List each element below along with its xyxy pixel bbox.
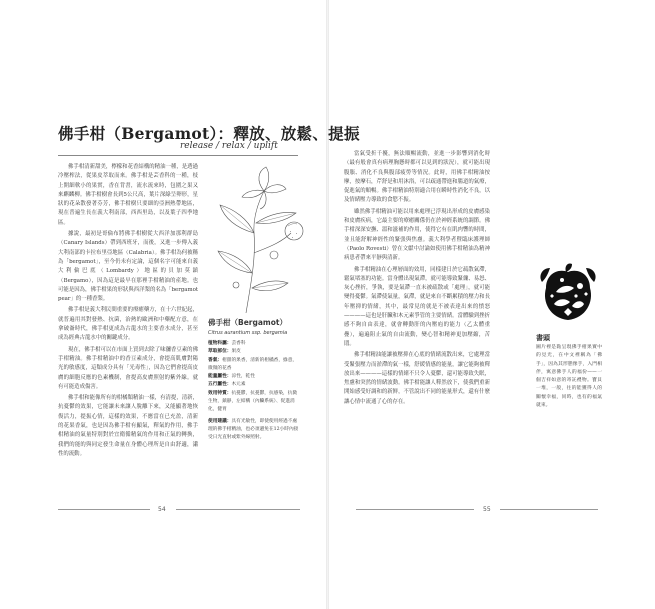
info-label: 植物科屬：: [208, 341, 232, 346]
paragraph: 佛手柑清新甜美，檸檬和花香結構的精油一種，是透過冷壓榨法，從果皮萃取而來。佛手柑是芸香科的一種，枝上開細軟小的果實，香在背書，流水流來時，包圍之果又來麒麟柳。佛手柑樹會長到5公尺高，葉片深綠呈卵形，星狀的花朵散發著芬芳，佛手柑樹只要細的亞洲熱帶地區，現在普遍生長在義大利南部，西西里島，以及葉子四季地區。: [58, 164, 198, 226]
page-number-left: 54: [158, 506, 166, 513]
info-value: 柑甜的果香，清新的柑橘香，綠意，微微的花香: [208, 357, 298, 371]
info-value: 抗憂鬱，抗憂鬱，抗感染，抗微生物，鎮靜，左結構（內臟系統）、促進消化，健胃: [208, 390, 298, 413]
chapter-title: 佛手柑（Bergamot）：釋放、放鬆、提振: [58, 124, 360, 143]
info-value: 芸香科: [231, 341, 246, 346]
info-label: 五行屬性：: [208, 382, 232, 388]
info-row: [208, 357, 300, 374]
info-value: 果皮: [231, 349, 241, 355]
title-rule: [58, 155, 298, 156]
info-label: 使用建議：: [208, 418, 232, 424]
footer-rule-right: [500, 509, 598, 510]
paragraph: 據說，最初是哥倫布將佛手柑樹從大西洋加那利群島（Canary Islands）帶到西班牙，而後，又進一步傳入義大利南部的卡拉布里亞地區（Calabria）。佛手柑為何被稱為「bergamot」，至今仍未有定論，這個名字可能來自義大利倫巴底（Lombardy）地區的貝加莫鎮（Bergamo），因為這是最早在那裡手柑精油的產地。也可能是因為，佛手柑果的形狀與西洋梨的名為「bergamot pear」的一種香梨。: [58, 231, 198, 303]
paragraph: 佛手柑精油能讓被壓抑在心底的情緒流散出來，它處理當受緊張壓力而淤滯的氣一樣，舒緩情感的能量，讓它能夠被釋放出來————這樣的情緒不只令人憂鬱，還可能導致失眠，焦慮和突然的情緒波動。佛手柑能讓人釋然放下，使我們重新開始感受好調和的新鮮，不管說出不同的能量形式，還有什麼讓心情中流通了心的存在。: [344, 352, 490, 405]
footer-rule-right: [356, 509, 474, 510]
info-label: 效用特質：: [208, 390, 232, 396]
plant-latin-name: Citrus aurantium ssp. bergamia: [208, 330, 288, 336]
info-value: 涼性，乾性: [231, 374, 255, 380]
paragraph: 雖然佛手柑精油可能以用來處理已浮現出形成的皮膚感染和皮膚疾病，它最主要的療癒關係仍在於神經系統的調節。佛手柑深深安撫、溫和滋補的作用，使得它有在肌肉響的時間，並且能舒解神經性的緊張與焦慮。義大利學者暨臨床護理師（Paolo Rovesti）曾在文獻中討論如使用佛手柑精油為精神病患者帶來平靜與清新。: [344, 208, 490, 262]
info-row: [208, 381, 300, 389]
info-row: [208, 348, 300, 356]
page-number-right: 55: [483, 506, 491, 513]
info-label: 能量屬性：: [208, 374, 232, 380]
paragraph: 佛手柑精油在心理層面的效用，同樣建日於它疏散氣滯，鬆氣堵塞的功能。當身體出現氣滯，就可能導致緊繃、易怒、灰心挫折，爭執，要是氣滯一直未被疏散或「處理」，就可能變得憂鬱。氣滯使氣量，氣滯，就是來自不斷累積的壓力和長年壓抑的情緒，其中，最常見的就是不被表達出來的憤怒————這也是肝臟和木元素爭管的主要情緒。當體驗到挫折感不夠自由表達，就會轉動肝的內壓庖的能力（乙太體重疊），遍遍阻止氣的自由流動，變心智和精神更加壓縮，苦悶。: [344, 266, 490, 347]
info-row: [208, 418, 300, 443]
paragraph: 現在，佛手柑可以在市面上買到去除了味瀰香豆素的佛手柑精油。佛手柑精油中的香豆素成分，會提高肌膚對陽光的敏感度，這類成分具有「光毒性」，因為它們會提高皮膚的細胞反應的色素機制，會提高皮膚照射的紫外線。就有可能造成傷害。: [58, 346, 198, 390]
info-row: [208, 340, 300, 348]
book-gutter: [326, 0, 329, 609]
info-value: 具有光敏性，即使使用經過不處理的佛手柑精油，也必須避免在12小時內接受日光直射或紫外線照射。: [208, 418, 299, 441]
paragraph: 佛手柑和能像所有的柑橘類精油一樣，有清提，清新，抗憂鬱的效果，它能讓未來讓人脫離下來，又能顯著地恢復活力，提振心情，這樣的效果，不應當在已充盈，清新的花果香氣，也是因為佛手柑有顯氣，釋氣的作用，佛手柑精油的氣量特別對於宜衛循精氣的作用和正氣的轉換，我們的能的與同定發生命量在身體心理所是自由舒適，瀟性的流動。: [58, 395, 198, 457]
left-body-text: [58, 163, 198, 461]
info-row: [208, 373, 300, 381]
sidebar-text: 圖片裡是黏呈現佛手柑果實中的見光，在中文裡稱為「佛手」，因為其形態像手，入門相伴，寓意佛手人的福份——一個吉祥如意的寄託禮物。寶貝一堆，一般，往的能獲得人的關懷幸福，同時，也有的福氣就來。: [536, 345, 602, 409]
plant-info-box: [208, 318, 300, 443]
paragraph: 當氣受折千擾，無法順暢流動，並進一步影響到消化時（最有般會真有病理胸懸時都可以見到的狀況），就可能出現腹脹、消化不良與腹部疲勞等情況。此時，用佛手柑精油按摩，按摩石，芹舒是和用沐浴，可以疏通帶進和腸道的氣療，促進氣的順暢。佛手柑精油特別適合用在瞬時性消化不良，以及情緒壓力導致的食慾不振。: [344, 151, 490, 204]
paragraph: 佛手柑是義大利民間重要的療癒藥方，在十六世紀起，就普遍用其對發熱、抗菌，治熱的歐洲和中藥配方意，在拿破崙時代，佛手柑更成為古龍水的主要香水成分，甚至成為經典古龍水中的關鍵成分。: [58, 307, 198, 342]
footer-rule-left: [176, 509, 300, 510]
right-body-text: [344, 150, 490, 409]
bergamot-botanical-illustration: [206, 163, 316, 318]
plant-name: 佛手柑（Bergamot）: [208, 318, 287, 327]
info-label: 萃取部位：: [208, 349, 232, 355]
papercut-bergamot-illustration: [536, 262, 600, 326]
info-value: 木元素: [231, 382, 246, 388]
info-label: 香氣：: [208, 357, 223, 363]
info-row: [208, 390, 300, 415]
chapter-subtitle: release / relax / uplift: [180, 141, 278, 151]
footer-rule-left: [58, 509, 150, 510]
sidebar-title: 書頭: [536, 334, 550, 342]
